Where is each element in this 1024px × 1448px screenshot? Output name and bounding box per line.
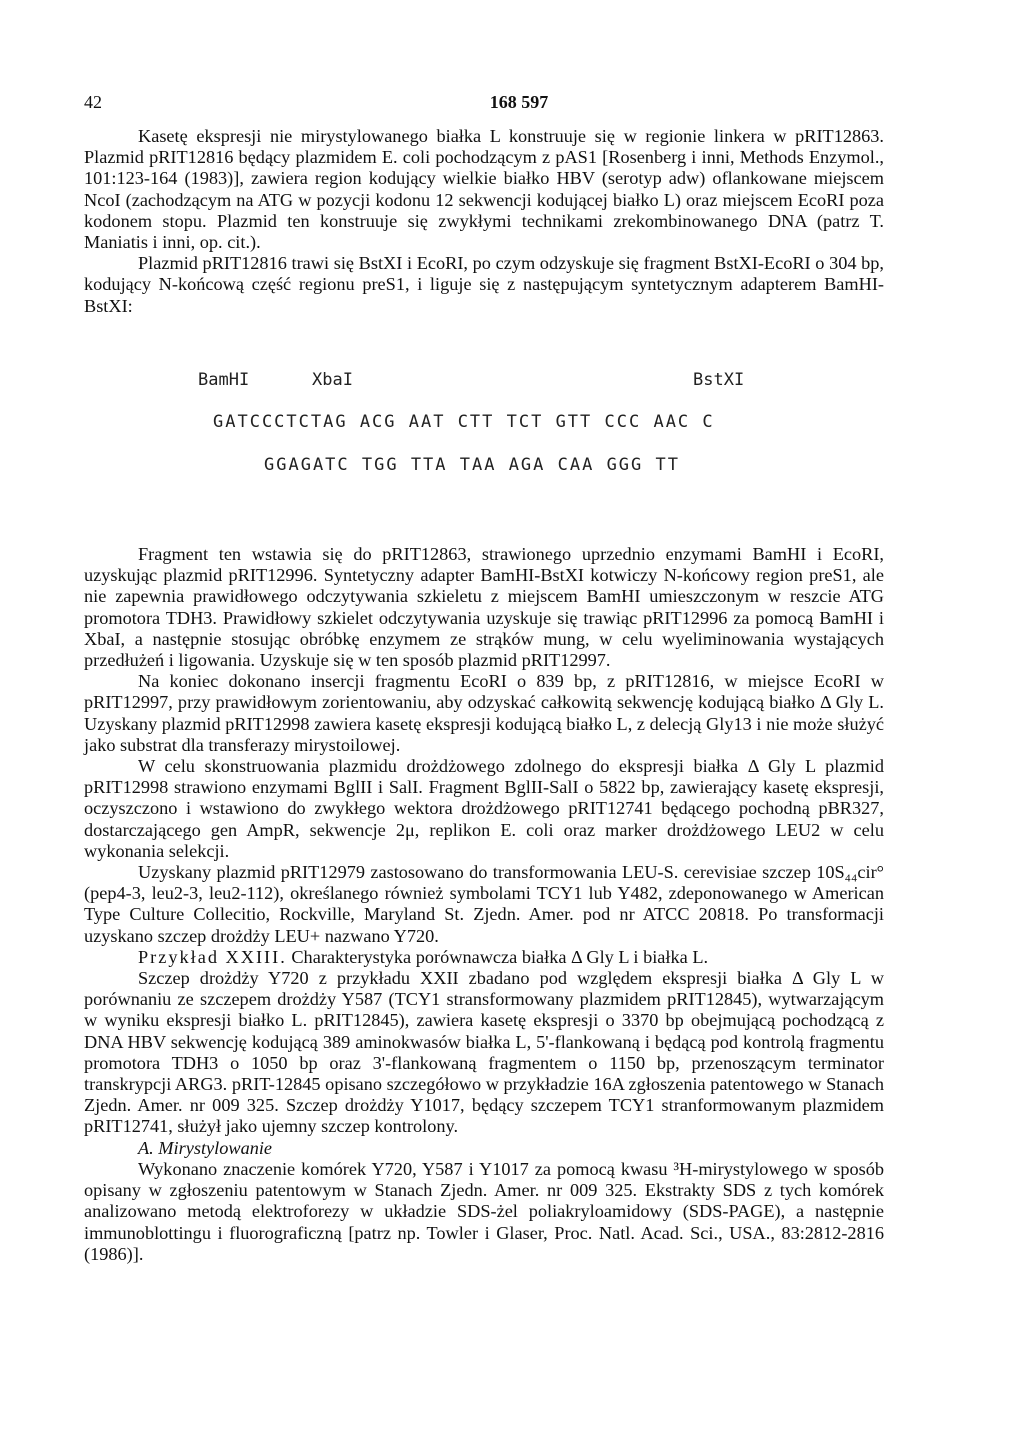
section-heading xyxy=(84,1138,884,1159)
paragraph-ecori-insertion: Na koniec dokonano insercji fragmentu EcoRI o 839 bp, z pRIT12816, w miejsce EcoRI w pRIT12997, przy prawidłowym zorientowaniu, aby odzyskać całkowitą sekwencję kodującą białko Δ Gly L. Uzyskany plazmid pRIT12998 zawiera kasetę ekspresji kodującą białko L, z delecją Gly13 i nie może służyć jako substrat dla transferazy mirystoilowej. xyxy=(84,671,884,755)
example-title: Charakterystyka porównawcza białka Δ Gly L i białka L. xyxy=(286,946,709,967)
body-block xyxy=(84,544,884,1265)
paragraph-yeast-plasmid: W celu skonstruowania plazmidu drożdżowego zdolnego do ekspresji białka Δ Gly L plazmid pRIT12998 strawiono enzymami BglII i SalI. Fragment BglII-SalI o 5822 bp, zawierający kasetę ekspresji, oczyszczono i wstawiono do zwykłego wektora drożdżowego pRIT12741 będącego pochodną pBR327, dostarczającego gen AmpR, sekwencje 2μ, replikon E. coli oraz marker drożdżowego LEU2 w celu wykonania selekcji. xyxy=(84,756,884,861)
section-heading-text: A. Mirystylowanie xyxy=(138,1137,273,1158)
label-bstxi: BstXI xyxy=(693,370,745,390)
intro-paragraph-1: Kasetę ekspresji nie mirystylowanego białka L konstruuje się w regionie linkera w pRIT12863. Plazmid pRIT12816 będący plazmidem E. coli pochodzącym z pAS1 [Rosenberg i inni, Methods Enzymol., 101:123-164 (1983)], zawiera region kodujący wielkie białko HBV (serotyp adw) oflankowane miejscem NcoI (zachodzącym na ATG w pozycji kodonu 12 sekwencji kodującej białko L) oraz miejscem EcoRI poza kodonem stopu. Plazmid ten konstruuje się zwykłymi technikami zrekombinowanego DNA (patrz T. Maniatis i inni, op. cit.). xyxy=(84,126,884,253)
intro-block xyxy=(84,126,884,317)
paragraph-fragment-insertion: Fragment ten wstawia się do pRIT12863, strawionego uprzednio enzymami BamHI i EcoRI, uzyskując plazmid pRIT12996. Syntetyczny adapter BamHI-BstXI kotwiczy N-końcowy region preS1, ale nie zapewnia prawidłowego odczytywania szkieletu z miejscem BamHI umieszczonym w reszcie ATG promotora TDH3. Prawidłowy szkielet odczytywania uzyskuje się trawiąc pRIT12996 za pomocą BamHI i XbaI, a następnie stosując obróbkę enzymem ze strąków mung, w celu wyeliminowania wystających przedłużeń i ligowania. Uzyskuje się w ten sposób plazmid pRIT12997. xyxy=(84,544,884,671)
label-bamhi: BamHI xyxy=(198,370,250,390)
paragraph-transformation: Uzyskany plazmid pRIT12979 zastosowano do transformowania LEU-S. cerevisiae szczep 10S₄₄cir° (pep4-3, leu2-3, leu2-112), określanego również symbolami TCY1 lub Y482, zdeponowanego w American Type Culture Collecitio, Rockville, Maryland St. Zjedn. Amer. pod nr ATCC 20818. Po transformacji uzyskano szczep drożdży LEU+ nazwano Y720. xyxy=(84,862,884,946)
page-header xyxy=(84,92,954,116)
label-xbai: XbaI xyxy=(312,370,353,390)
sequence-bottom-strand: GGAGATC TGG TTA TAA AGA CAA GGG TT xyxy=(264,455,680,475)
intro-paragraph-2: Plazmid pRIT12816 trawi się BstXI i EcoRI, po czym odzyskuje się fragment BstXI-EcoRI o 304 bp, kodujący N-końcową część regionu preS1, i liguje się z następującym syntetycznym adapterem BamHI-BstXI: xyxy=(84,253,884,316)
paragraph-strain-comparison: Szczep drożdży Y720 z przykładu XXII zbadano pod względem ekspresji białka Δ Gly L w porównaniu ze szczepem drożdży Y587 (TCY1 stransformowany plazmidem pRIT12845), wytwarzającym w wyniku ekspresji białko L. pRIT12845), zawiera kasetę ekspresji o 3370 bp obejmującą pochodzącą z DNA HBV sekwencję kodującą 389 aminokwasów białka L, 5'-flankowaną i będącą pod kontrolą fragmentu promotora TDH3 o 1050 bp oraz 3'-flankowaną fragmentem o 1150 bp, przenoszącym terminator transkrypcji ARG3. pRIT-12845 opisano szczegółowo w przykładzie 16A zgłoszenia patentowego w Stanach Zjedn. Amer. nr 009 325. Szczep drożdży Y1017, będący szczepem TCY1 stranformowanym plazmidem pRIT12741, służył jako ujemny szczep kontrolony. xyxy=(84,968,884,1137)
example-label: Przykład XXIII. xyxy=(138,946,287,967)
page-number: 42 xyxy=(84,92,102,112)
paragraph-example-heading xyxy=(84,947,884,968)
paragraph-labeling: Wykonano znaczenie komórek Y720, Y587 i Y1017 za pomocą kwasu ³H-mirystylowego w sposób opisany w zgłoszeniu patentowym w Stanach Zjedn. Amer. nr 009 325. Ekstrakty SDS z tych komórek analizowano metodą elektroforezy w układzie SDS-żel poliakryloamidowy (SDS-PAGE), a następnie immunoblottingu i fluorograficzną [patrz np. Towler i Glaser, Proc. Natl. Acad. Sci., USA., 83:2812-2816 (1986)]. xyxy=(84,1158,884,1264)
sequence-top-strand: GATCCCTCTAG ACG AAT CTT TCT GTT CCC AAC C xyxy=(213,412,715,432)
document-number: 168 597 xyxy=(489,92,549,112)
